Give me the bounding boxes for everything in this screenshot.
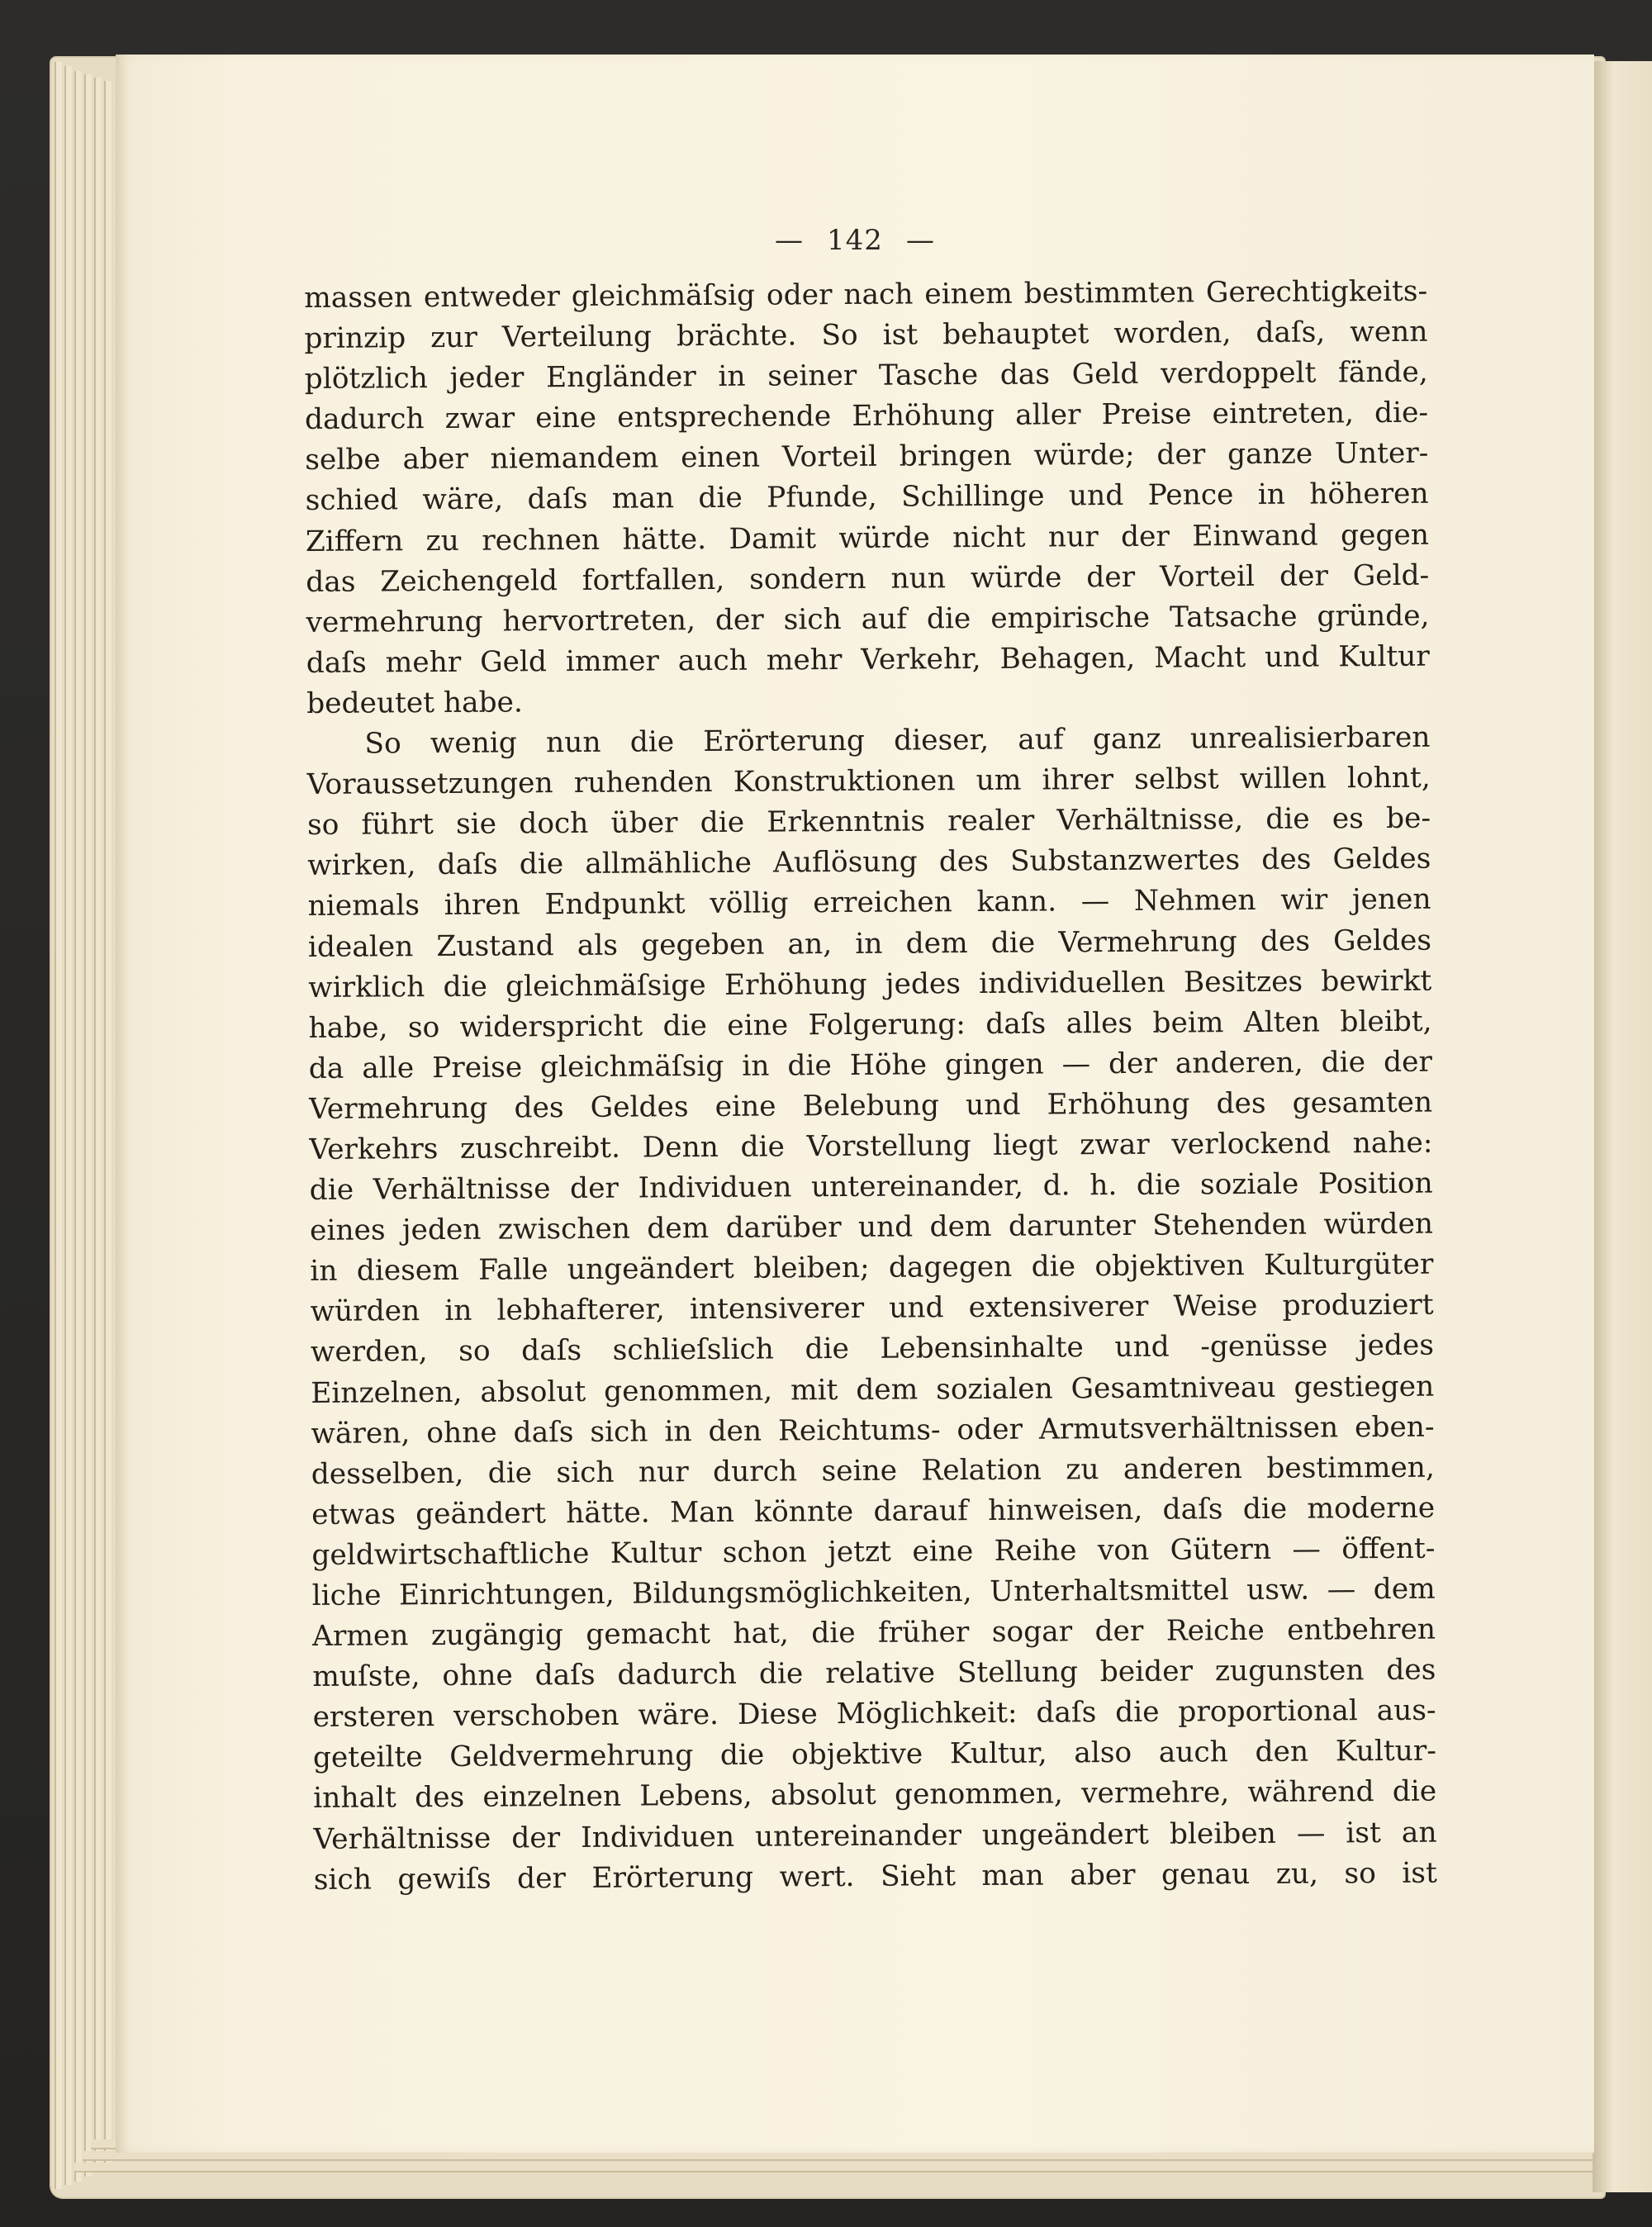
text-line: desselben, die sich nur durch seine Relation zu anderen bestimmen, — [311, 1451, 1435, 1491]
text-line: muſste, ohne daſs dadurch die relative Stellung beider zugunsten des — [312, 1653, 1436, 1694]
text-line: idealen Zustand als gegeben an, in dem die Vermehrung des Geldes — [307, 924, 1432, 964]
text-line: wirklich die gleichmäſsige Erhöhung jedes individuellen Besitzes bewirkt — [308, 964, 1432, 1004]
text-line: Einzelnen, absolut genommen, mit dem sozialen Gesamtniveau gestiegen — [311, 1370, 1435, 1410]
body-text — [304, 272, 1437, 1901]
text-line: dadurch zwar eine entsprechende Erhöhung aller Preise eintreten, die- — [304, 396, 1429, 437]
text-line: geteilte Geldvermehrung die objektive Kultur, also auch den Kultur- — [312, 1735, 1437, 1775]
text-line: niemals ihren Endpunkt völlig erreichen kann. — Nehmen wir jenen — [307, 883, 1431, 924]
page-edge — [64, 66, 72, 2185]
text-line: plötzlich jeder Engländer in seiner Tasche das Geld verdoppelt fände, — [304, 355, 1428, 396]
text-line: Verkehrs zuschreibt. Denn die Vorstellung liegt zwar verlockend nahe: — [309, 1126, 1433, 1166]
text-line: schied wäre, daſs man die Pfunde, Schillinge und Pence in höheren — [305, 477, 1429, 518]
text-line: Armen zugängig gemacht hat, die früher sogar der Reiche entbehren — [311, 1612, 1436, 1654]
page-edge — [55, 62, 62, 2189]
facing-page-sliver — [1593, 61, 1652, 2192]
page-bottom-edge — [74, 2163, 1594, 2172]
page-number-header — [116, 224, 1594, 257]
text-line: eines jeden zwischen dem darüber und dem darunter Stehenden würden — [309, 1207, 1434, 1248]
text-line: würden in lebhafterer, intensiverer und extensiverer Weise produziert — [310, 1289, 1434, 1329]
text-line: selbe aber niemandem einen Vorteil bringen würde; der ganze Unter- — [305, 437, 1429, 477]
text-line: ersteren verschoben wäre. Diese Möglichkeit: daſs die proportional aus- — [312, 1693, 1436, 1735]
paragraph-start-line: So wenig nun die Erörterung dieser, auf ganz unrealisierbaren — [364, 720, 1431, 761]
paragraph-end-line: bedeutet habe. — [306, 686, 524, 720]
text-line: habe, so widerspricht die eine Folgerung: daſs alles beim Alten bleibt, — [308, 1004, 1432, 1045]
text-line: werden, so daſs schlieſslich die Lebensinhalte und -genüsse jedes — [310, 1329, 1435, 1370]
text-line: massen entweder gleichmäſsig oder nach einem bestimmten Gerechtigkeits- — [304, 274, 1428, 315]
page-number-dash-left: — — [775, 224, 805, 257]
text-line: die Verhältnisse der Individuen untereinander, d. h. die soziale Position — [309, 1166, 1433, 1208]
page-edge — [84, 74, 92, 2177]
text-line: sich gewiſs der Erörterung wert. Sieht man aber genau zu, so ist — [313, 1856, 1437, 1897]
page-edge — [94, 78, 102, 2172]
page-edge — [104, 81, 112, 2167]
text-line: etwas geändert hätte. Man könnte darauf hinweisen, daſs die moderne — [311, 1491, 1436, 1531]
text-line: geldwirtschaftliche Kultur schon jetzt eine Reihe von Gütern — öffent- — [311, 1531, 1436, 1572]
text-line: prinzip zur Verteilung brächte. So ist behauptet worden, daſs, wenn — [304, 315, 1428, 356]
text-line: in diesem Falle ungeändert bleiben; dagegen die objektiven Kulturgüter — [310, 1247, 1434, 1289]
text-line: inhalt des einzelnen Lebens, absolut genommen, vermehre, während die — [313, 1775, 1437, 1816]
text-line: wirken, daſs die allmähliche Auflösung des Substanzwertes des Geldes — [307, 842, 1431, 883]
text-line: das Zeichengeld fortfallen, sondern nun würde der Vorteil der Geld- — [306, 558, 1430, 599]
text-line: wären, ohne daſs sich in den Reichtums- oder Armutsverhältnissen eben- — [311, 1410, 1435, 1451]
page-number: 142 — [827, 224, 883, 257]
page-number-dash-right: — — [905, 224, 935, 257]
text-line: Ziffern zu rechnen hätte. Damit würde nicht nur der Einwand gegen — [305, 518, 1430, 558]
text-line: da alle Preise gleichmäſsig in die Höhe gingen — der anderen, die der — [308, 1045, 1432, 1085]
text-line: daſs mehr Geld immer auch mehr Verkehr, Behagen, Macht und Kultur — [306, 639, 1430, 680]
text-line: liche Einrichtungen, Bildungsmöglichkeiten, Unterhaltsmittel usw. — dem — [311, 1572, 1436, 1612]
text-line: Voraussetzungen ruhenden Konstruktionen um ihrer selbst willen lohnt, — [306, 761, 1431, 802]
text-line: Verhältnisse der Individuen untereinander ungeändert bleiben — ist an — [313, 1816, 1437, 1856]
text-line: Vermehrung des Geldes eine Belebung und Erhöhung des gesamten — [309, 1085, 1433, 1126]
page-edge — [74, 71, 82, 2182]
text-line: vermehrung hervortreten, der sich auf die empirische Tatsache gründe, — [306, 599, 1430, 639]
text-line: so führt sie doch über die Erkenntnis realer Verhältnisse, die es be- — [306, 801, 1431, 843]
